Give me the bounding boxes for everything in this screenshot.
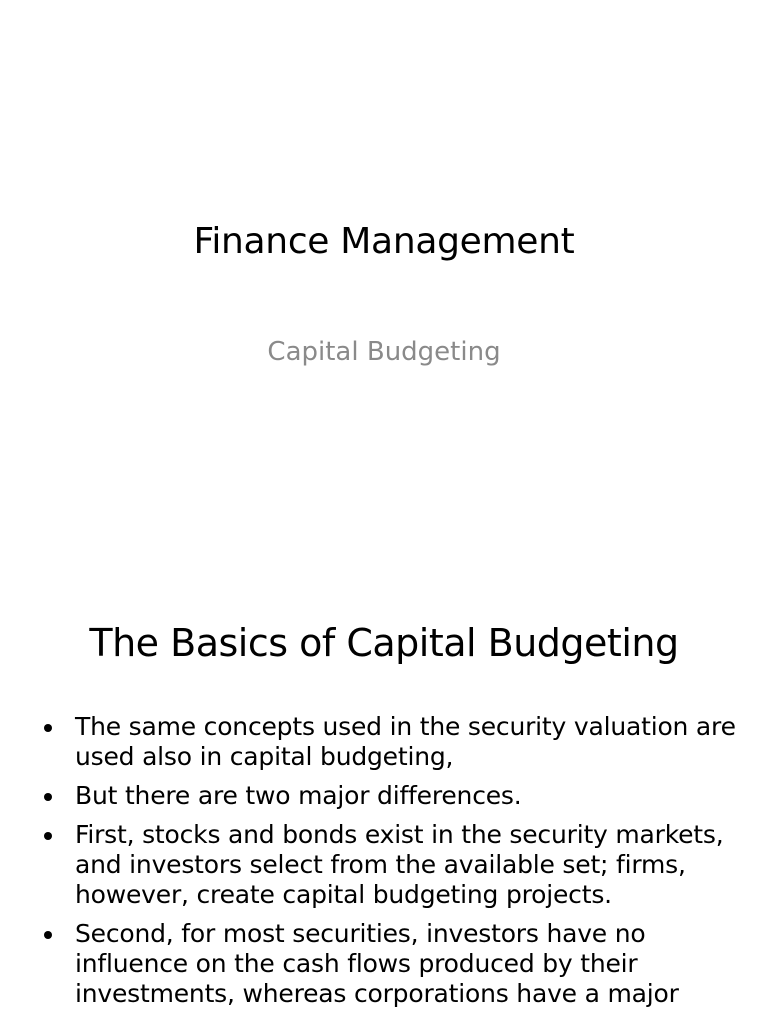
content-slide xyxy=(0,576,768,1024)
slide-subtitle: Capital Budgeting xyxy=(267,337,501,367)
list-item xyxy=(40,712,740,772)
slide-heading: The Basics of Capital Budgeting xyxy=(89,621,679,665)
list-item xyxy=(40,781,740,811)
bullet-icon xyxy=(44,931,52,939)
list-item xyxy=(40,820,740,910)
bullet-text: Second, for most securities, investors have no influence on the cash flows produced by their investments, whereas corporations have a major xyxy=(75,919,679,1008)
slide-title: Finance Management xyxy=(193,221,575,262)
bullet-icon xyxy=(44,724,52,732)
bullet-text: The same concepts used in the security valuation are used also in capital budgeting, xyxy=(75,712,736,771)
bullet-icon xyxy=(44,832,52,840)
bullet-text: First, stocks and bonds exist in the security markets, and investors select from the available set; firms, however, create capital budgeting projects. xyxy=(75,820,724,909)
list-item xyxy=(40,919,740,1009)
bullet-list xyxy=(40,712,740,1018)
bullet-text: But there are two major differences. xyxy=(75,781,522,810)
bullet-icon xyxy=(44,793,52,801)
